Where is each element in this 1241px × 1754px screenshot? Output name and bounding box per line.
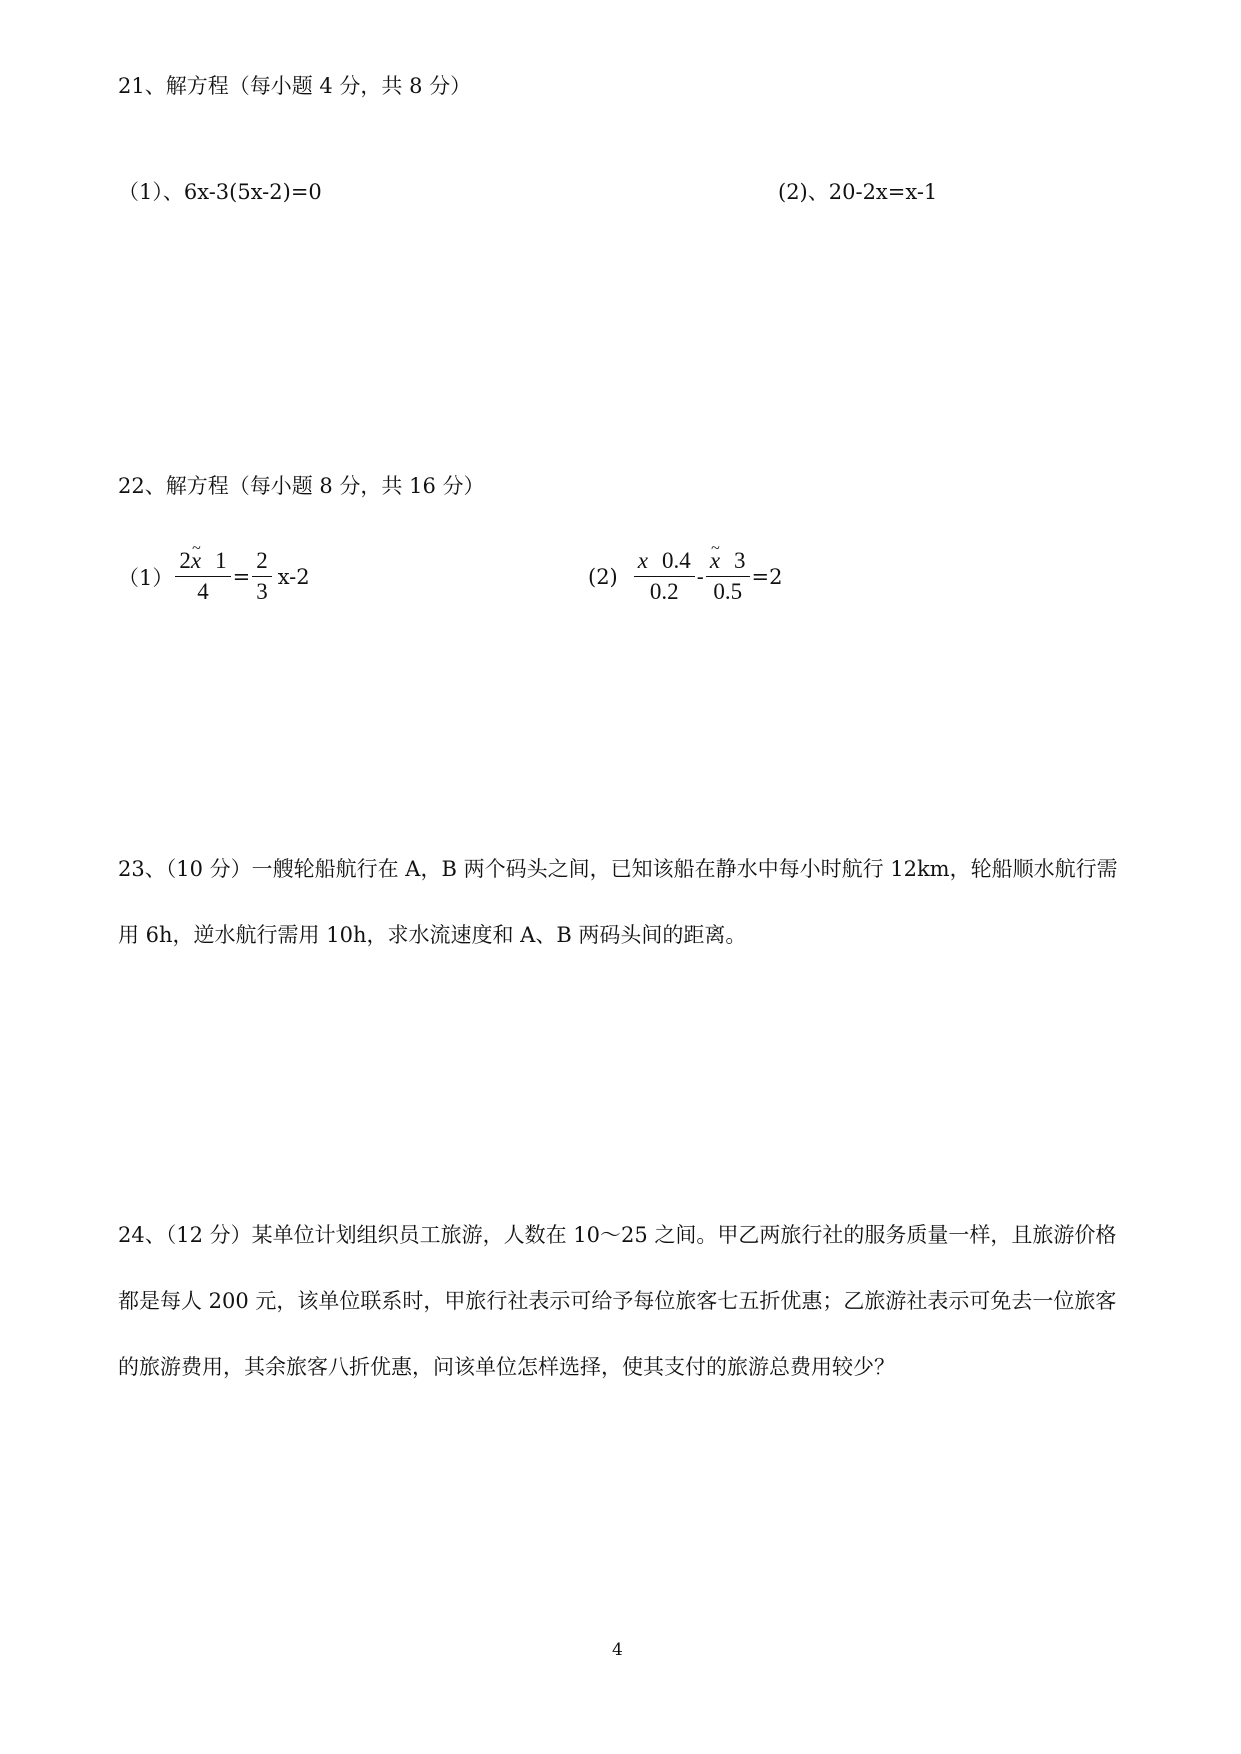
- q22-part2: [588, 546, 783, 607]
- q22-p1-tail: x-2: [277, 564, 310, 589]
- q24-text: 24、（12 分）某单位计划组织员工旅游，人数在 10～25 之间。甲乙两旅行社的服务质量一样，且旅游价格都是每人 200 元，该单位联系时，甲旅行社表示可给予每位旅客七五折优惠；乙旅游社表示可免去一位旅客的旅游费用，其余旅客八折优惠，问该单位怎样选择，使其支付的旅游总费用较少？: [118, 1223, 1117, 1379]
- q22-part1-label: （1）: [118, 565, 174, 590]
- page-number: 4: [612, 1640, 623, 1660]
- q22-part2-fraction-1: $\frac{x 0.4}{0.2}$: [634, 546, 695, 607]
- q23-text: 23、（10 分）一艘轮船航行在 A，B 两个码头之间，已知该船在静水中每小时航行 12km，轮船顺水航行需用 6h，逆水航行需用 10h，求水流速度和 A、B 两码头间的距离。: [118, 857, 1118, 947]
- q22-part2-fraction-2: ~ $\frac{x 3}{0.5}$: [706, 546, 750, 607]
- q22-part1: [118, 546, 310, 607]
- q22-p2-tail: =2: [751, 564, 783, 589]
- minus-sign: -: [696, 564, 704, 589]
- q21-part1: （1）、6x-3(5x-2)=0: [118, 180, 322, 204]
- q22-title: 22、解方程（每小题 8 分，共 16 分）: [118, 474, 485, 498]
- q22-p1-coef: 2: [179, 548, 191, 573]
- q22-part1-fraction-right: $\frac{2}{3}$: [252, 546, 272, 607]
- equals-sign: =: [232, 564, 251, 589]
- q22-part2-label: (2): [588, 564, 618, 589]
- q22-part1-fraction-left: [175, 546, 230, 607]
- q22-p1-const: 1: [215, 548, 227, 573]
- q21-part2: (2)、20-2x=x-1: [778, 180, 938, 204]
- q21-title: 21、解方程（每小题 4 分，共 8 分）: [118, 74, 472, 98]
- q22-p1-var: ~ x: [191, 548, 201, 573]
- q22-p1-denominator: 4: [197, 579, 209, 604]
